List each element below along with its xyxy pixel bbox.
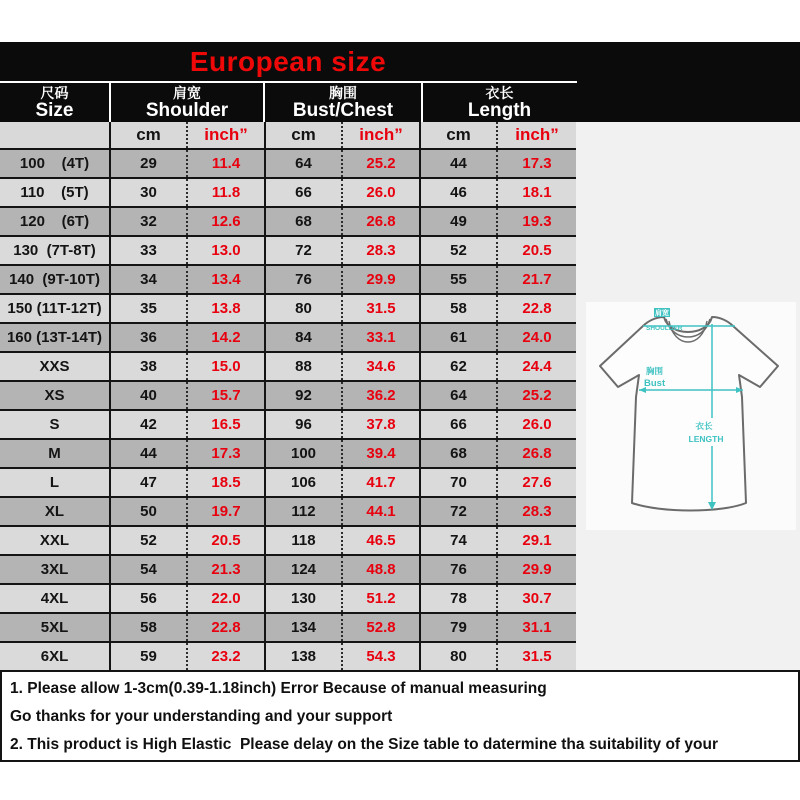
shoulder-label-en: SHOULDER <box>646 325 683 332</box>
value-cell: 30 <box>111 179 188 206</box>
size-table <box>0 122 576 672</box>
size-cell: 130 (7T-8T) <box>0 237 111 264</box>
value-cell: 80 <box>421 643 498 670</box>
size-cell: M <box>0 440 111 467</box>
column-header-bust-zh: 胸围 <box>329 84 357 101</box>
value-cell: 24.4 <box>522 358 552 375</box>
table-row <box>0 411 576 440</box>
column-header-shoulder-zh: 肩宽 <box>173 84 201 101</box>
size-cell: 120 (6T) <box>0 208 111 235</box>
value-cell: 62 <box>421 353 498 380</box>
value-cell: 25.2 <box>343 150 421 177</box>
value-cell: 54.3 <box>343 643 421 670</box>
length-label-en: LENGTH <box>688 434 724 444</box>
table-row <box>0 295 576 324</box>
value-cell: 44.1 <box>343 498 421 525</box>
value-cell: 79 <box>421 614 498 641</box>
value-cell: 39.4 <box>343 440 421 467</box>
table-row <box>0 324 576 353</box>
value-cell: 54 <box>111 556 188 583</box>
value-cell: 138 <box>266 643 343 670</box>
value-cell: 17.3 <box>188 440 266 467</box>
size-cell: 4XL <box>0 585 111 612</box>
units-inch-label: inch” <box>515 125 559 144</box>
value-cell: 15.7 <box>188 382 266 409</box>
value-cell: 96 <box>266 411 343 438</box>
value-cell: 24.0 <box>522 329 552 346</box>
table-row <box>0 440 576 469</box>
size-cell: 110 (5T) <box>0 179 111 206</box>
size-cell: XL <box>0 498 111 525</box>
value-cell: 25.2 <box>522 387 552 404</box>
size-cell: XXS <box>0 353 111 380</box>
value-cell: 13.0 <box>188 237 266 264</box>
size-cell: L <box>0 469 111 496</box>
value-cell: 64 <box>421 382 498 409</box>
value-cell: 12.6 <box>188 208 266 235</box>
value-cell: 76 <box>266 266 343 293</box>
value-cell: 68 <box>266 208 343 235</box>
size-cell: 6XL <box>0 643 111 670</box>
value-cell: 118 <box>266 527 343 554</box>
value-cell: 51.2 <box>343 585 421 612</box>
value-cell: 31.5 <box>343 295 421 322</box>
size-table-body <box>0 150 576 672</box>
value-cell: 59 <box>111 643 188 670</box>
units-inch-label: inch” <box>188 122 266 148</box>
value-cell: 34 <box>111 266 188 293</box>
value-cell: 100 <box>266 440 343 467</box>
size-cell: 150 (11T-12T) <box>0 295 111 322</box>
shoulder-label-zh: 肩宽 <box>655 310 669 317</box>
table-row <box>0 353 576 382</box>
table-row <box>0 150 576 179</box>
value-cell: 13.8 <box>188 295 266 322</box>
value-cell: 18.5 <box>188 469 266 496</box>
size-cell: 5XL <box>0 614 111 641</box>
bust-label-en: Bust <box>644 378 666 389</box>
value-cell: 66 <box>421 411 498 438</box>
value-cell: 18.1 <box>522 184 552 201</box>
value-cell: 20.5 <box>522 242 552 259</box>
value-cell: 80 <box>266 295 343 322</box>
column-header-shoulder-en: Shoulder <box>145 99 229 121</box>
value-cell: 19.7 <box>188 498 266 525</box>
value-cell: 29.9 <box>343 266 421 293</box>
size-cell: 100 (4T) <box>0 150 111 177</box>
value-cell: 106 <box>266 469 343 496</box>
value-cell: 26.0 <box>522 416 552 433</box>
value-cell: 19.3 <box>522 213 552 230</box>
value-cell: 21.7 <box>522 271 552 288</box>
value-cell: 29.1 <box>522 532 552 549</box>
value-cell: 28.3 <box>522 503 552 520</box>
value-cell: 55 <box>421 266 498 293</box>
units-cm-label: cm <box>266 122 343 148</box>
tshirt-diagram <box>586 302 796 530</box>
tshirt-diagram-box <box>586 302 796 530</box>
side-panel <box>576 122 800 670</box>
value-cell: 22.8 <box>188 614 266 641</box>
value-cell: 40 <box>111 382 188 409</box>
value-cell: 58 <box>111 614 188 641</box>
value-cell: 33 <box>111 237 188 264</box>
value-cell: 46.5 <box>343 527 421 554</box>
value-cell: 13.4 <box>188 266 266 293</box>
value-cell: 42 <box>111 411 188 438</box>
column-header-length <box>423 83 576 122</box>
value-cell: 28.3 <box>343 237 421 264</box>
value-cell: 29.9 <box>522 561 552 578</box>
value-cell: 37.8 <box>343 411 421 438</box>
value-cell: 74 <box>421 527 498 554</box>
column-headers <box>0 83 576 122</box>
value-cell: 29 <box>111 150 188 177</box>
value-cell: 26.8 <box>522 445 552 462</box>
size-cell: XS <box>0 382 111 409</box>
table-row <box>0 208 576 237</box>
value-cell: 44 <box>111 440 188 467</box>
value-cell: 84 <box>266 324 343 351</box>
tshirt-outline <box>600 317 778 511</box>
value-cell: 134 <box>266 614 343 641</box>
value-cell: 78 <box>421 585 498 612</box>
value-cell: 36 <box>111 324 188 351</box>
size-cell: 160 (13T-14T) <box>0 324 111 351</box>
value-cell: 31.5 <box>522 648 552 665</box>
value-cell: 14.2 <box>188 324 266 351</box>
note-line-1: 1. Please allow 1-3cm(0.39-1.18inch) Error Because of manual measuring <box>10 680 547 697</box>
value-cell: 41.7 <box>343 469 421 496</box>
value-cell: 56 <box>111 585 188 612</box>
bust-label-zh: 胸围 <box>646 366 664 376</box>
table-row <box>0 556 576 585</box>
size-cell: XXL <box>0 527 111 554</box>
value-cell: 52 <box>111 527 188 554</box>
value-cell: 22.0 <box>188 585 266 612</box>
value-cell: 47 <box>111 469 188 496</box>
value-cell: 20.5 <box>188 527 266 554</box>
value-cell: 64 <box>266 150 343 177</box>
value-cell: 27.6 <box>522 474 552 491</box>
value-cell: 15.0 <box>188 353 266 380</box>
value-cell: 124 <box>266 556 343 583</box>
value-cell: 58 <box>421 295 498 322</box>
value-cell: 70 <box>421 469 498 496</box>
value-cell: 92 <box>266 382 343 409</box>
value-cell: 17.3 <box>522 155 552 172</box>
column-header-bust-en: Bust/Chest <box>292 99 394 121</box>
value-cell: 88 <box>266 353 343 380</box>
units-cm-label: cm <box>111 122 188 148</box>
table-row <box>0 614 576 643</box>
value-cell: 23.2 <box>188 643 266 670</box>
size-cell: S <box>0 411 111 438</box>
size-cell: 3XL <box>0 556 111 583</box>
size-cell: 140 (9T-10T) <box>0 266 111 293</box>
table-row <box>0 643 576 672</box>
value-cell: 46 <box>421 179 498 206</box>
table-row <box>0 237 576 266</box>
column-header-size-en: Size <box>35 99 74 121</box>
value-cell: 26.8 <box>343 208 421 235</box>
units-size-cell <box>0 122 111 148</box>
value-cell: 11.4 <box>188 150 266 177</box>
value-cell: 49 <box>421 208 498 235</box>
column-header-shoulder <box>111 83 265 122</box>
units-row <box>0 122 576 150</box>
column-header-bust <box>265 83 423 122</box>
value-cell: 26.0 <box>343 179 421 206</box>
value-cell: 112 <box>266 498 343 525</box>
column-header-length-zh: 衣长 <box>485 84 514 101</box>
table-row <box>0 382 576 411</box>
notes-box <box>0 670 800 762</box>
value-cell: 38 <box>111 353 188 380</box>
value-cell: 72 <box>421 498 498 525</box>
value-cell: 76 <box>421 556 498 583</box>
value-cell: 52 <box>421 237 498 264</box>
value-cell: 36.2 <box>343 382 421 409</box>
page-title: European size <box>189 46 387 77</box>
column-header-size <box>0 83 111 122</box>
value-cell: 30.7 <box>522 590 552 607</box>
value-cell: 11.8 <box>188 179 266 206</box>
units-inch-label: inch” <box>343 122 421 148</box>
value-cell: 31.1 <box>522 619 552 636</box>
value-cell: 35 <box>111 295 188 322</box>
table-header-banner <box>0 42 800 122</box>
value-cell: 52.8 <box>343 614 421 641</box>
note-line-3: 2. This product is High Elastic Please delay on the Size table to datermine tha suitability of your <box>10 736 718 753</box>
value-cell: 33.1 <box>343 324 421 351</box>
table-row <box>0 585 576 614</box>
column-header-size-zh: 尺码 <box>40 84 69 101</box>
table-row <box>0 469 576 498</box>
value-cell: 68 <box>421 440 498 467</box>
table-row <box>0 527 576 556</box>
value-cell: 66 <box>266 179 343 206</box>
value-cell: 22.8 <box>522 300 552 317</box>
length-label-zh: 衣长 <box>695 421 713 431</box>
value-cell: 44 <box>421 150 498 177</box>
table-row <box>0 179 576 208</box>
table-row <box>0 266 576 295</box>
units-cm-label: cm <box>421 122 498 148</box>
value-cell: 21.3 <box>188 556 266 583</box>
value-cell: 34.6 <box>343 353 421 380</box>
value-cell: 48.8 <box>343 556 421 583</box>
table-row <box>0 498 576 527</box>
value-cell: 50 <box>111 498 188 525</box>
value-cell: 32 <box>111 208 188 235</box>
value-cell: 72 <box>266 237 343 264</box>
value-cell: 130 <box>266 585 343 612</box>
column-header-length-en: Length <box>467 99 532 121</box>
value-cell: 61 <box>421 324 498 351</box>
note-line-2: Go thanks for your understanding and your support <box>10 708 393 725</box>
value-cell: 16.5 <box>188 411 266 438</box>
